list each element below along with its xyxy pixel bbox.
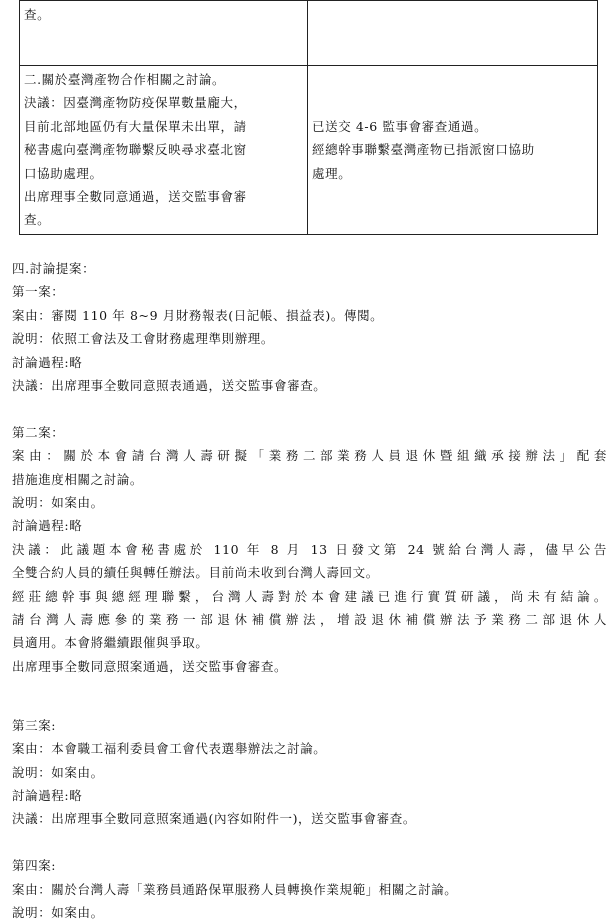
case-resolution-cont: 經莊總幹事與總經理聯繫，台灣人壽對於本會建議已進行實質研議，尚未有結論。 xyxy=(12,588,607,604)
cell-line: 目前北部地區仍有大量保單未出單，請 xyxy=(24,118,247,134)
table-row xyxy=(20,66,598,235)
case-reason: 案由：關於台灣人壽「業務員通路保單服務人員轉換作業規範」相關之討論。 xyxy=(12,881,458,897)
cell-line: 秘書處向臺灣產物聯繫反映尋求臺北窗 xyxy=(24,142,247,158)
case-note: 說明：如案由。 xyxy=(12,495,104,511)
cell-line: 決議：因臺灣產物防疫保單數量龐大， xyxy=(24,95,247,111)
cell-line: 經總幹事聯繫臺灣產物已指派窗口協助 xyxy=(312,142,535,158)
cell-line: 口協助處理。 xyxy=(24,165,103,181)
case-note: 說明：依照工會法及工會財務處理準則辦理。 xyxy=(12,331,275,347)
table-cell-resolution xyxy=(20,66,308,235)
previous-resolutions-table xyxy=(19,0,598,235)
case-process: 討論過程:略 xyxy=(12,354,83,370)
case-process: 討論過程:略 xyxy=(12,518,83,534)
cell-line: 已送交 4-6 監事會審查通過。 xyxy=(312,118,488,134)
case-reason: 案由：本會職工福利委員會工會代表選舉辦法之討論。 xyxy=(12,741,327,757)
cell-text: 查。 xyxy=(24,7,51,22)
case-1 xyxy=(12,280,607,397)
spacer xyxy=(12,702,607,714)
case-2 xyxy=(12,421,607,678)
case-reason: 案由：審閱 110 年 8~9 月財務報表(日記帳、損益表)。傳閱。 xyxy=(12,307,384,323)
case-resolution-cont: 請台灣人壽應參的業務一部退休補償辦法，增設退休補償辦法予業務二部退休人 xyxy=(12,612,607,628)
case-resolution-cont: 員適用。本會將繼續跟催與爭取。 xyxy=(12,635,209,651)
case-resolution: 決議：出席理事全數同意照案通過(內容如附件一)，送交監事會審查。 xyxy=(12,811,416,827)
section-title: 四.討論提案： xyxy=(12,261,96,276)
spacer xyxy=(12,831,607,854)
case-reason-cont: 措施進度相關之討論。 xyxy=(12,471,144,487)
spacer xyxy=(12,678,607,701)
discussion-section xyxy=(12,257,607,924)
case-note: 說明：如案由。 xyxy=(12,764,104,780)
cell-line: 二.關於臺灣產物合作相關之討論。 xyxy=(24,72,226,87)
case-process: 討論過程:略 xyxy=(12,787,83,803)
cell-line: 出席理事全數同意通過，送交監事會審 xyxy=(24,189,247,205)
case-heading: 第四案: xyxy=(12,858,57,874)
case-3 xyxy=(12,714,607,831)
case-heading: 第二案： xyxy=(12,424,65,440)
case-resolution: 決議：出席理事全數同意照表通過，送交監事會審查。 xyxy=(12,378,327,394)
cell-line: 查。 xyxy=(24,212,51,228)
spacer xyxy=(12,397,607,420)
table-cell-resolution xyxy=(20,1,308,66)
case-4 xyxy=(12,854,607,924)
table-cell-status xyxy=(308,66,598,235)
case-heading: 第三案: xyxy=(12,717,57,733)
table-cell-status xyxy=(308,1,598,66)
case-resolution: 決議：此議題本會秘書處於 110 年 8 月 13 日發文第 24 號給台灣人壽，儘早公告 xyxy=(12,541,607,557)
case-resolution-cont: 出席理事全數同意照案通過，送交監事會審查。 xyxy=(12,658,288,674)
case-reason: 案由：關於本會請台灣人壽研擬「業務二部業務人員退休暨組織承接辦法」配套 xyxy=(12,448,607,464)
case-heading: 第一案： xyxy=(12,284,65,300)
case-note: 說明：如案由。 xyxy=(12,904,104,920)
case-resolution-cont: 全雙合約人員的續任與轉任辦法。目前尚未收到台灣人壽回文。 xyxy=(12,565,379,581)
table-row xyxy=(20,1,598,66)
cell-line: 處理。 xyxy=(312,165,352,181)
